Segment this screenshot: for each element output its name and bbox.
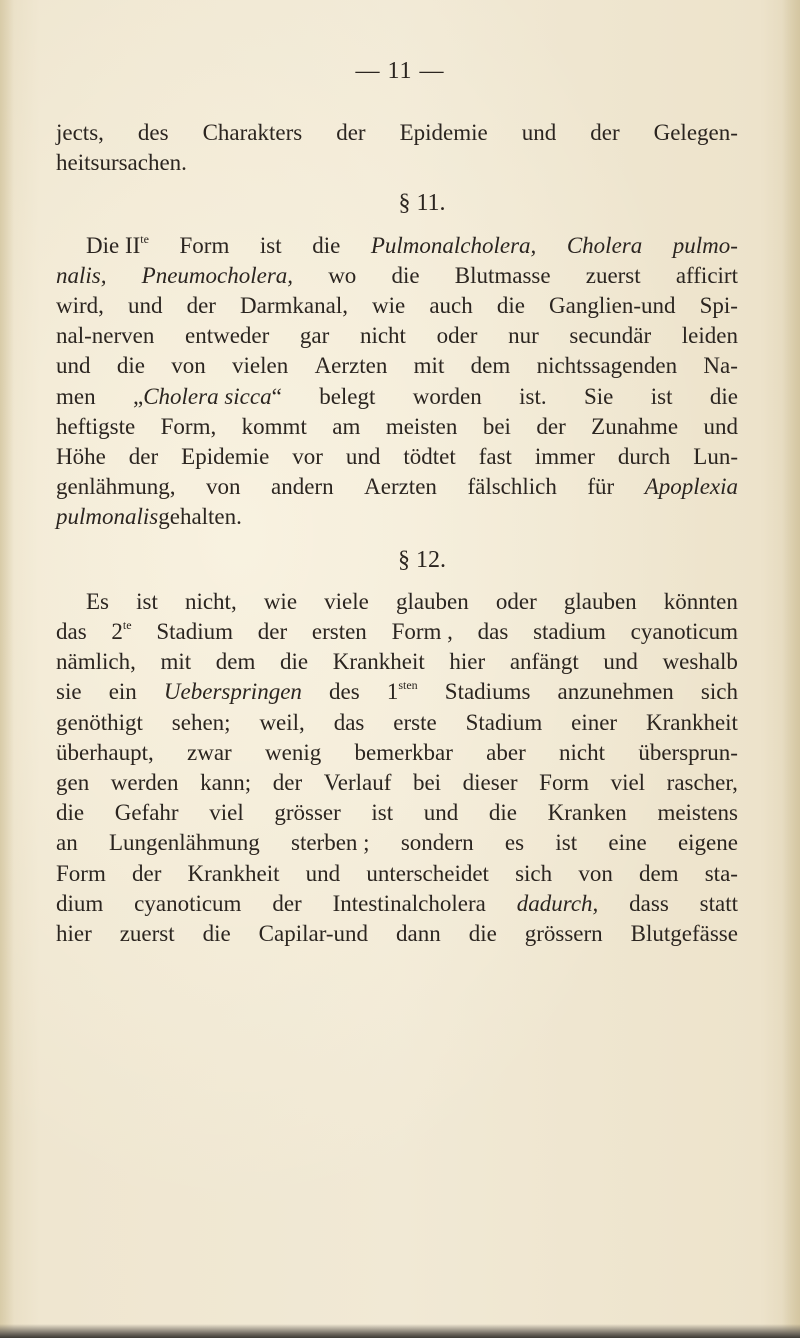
text-line: Die $II^{te}$ Form ist die Pulmonalcholera, Cholera pulmo- <box>56 231 738 261</box>
text-line: pulmonalis gehalten. <box>56 502 738 532</box>
page-bottom-shadow <box>0 1324 800 1338</box>
text-line: men „Cholera sicca“ belegt worden ist. Sie ist die <box>56 383 738 409</box>
latin-term: nalis, <box>56 262 107 288</box>
text-line: jects, des Charakters der Epidemie und der Gelegen- <box>56 120 738 145</box>
text-line: dium cyanoticum der Intestinalcholera dadurch, dass statt <box>56 889 738 919</box>
text-line: an Lungenlähmung sterben ; sondern es ist eine eigene <box>56 830 738 856</box>
text-line: gen werden kann; der Verlauf bei dieser Form viel rascher, <box>56 770 738 796</box>
body-text <box>56 118 738 949</box>
latin-term: Cholera sicca <box>143 383 272 409</box>
emphasized-term: dadurch, <box>516 890 599 916</box>
text-line: nalis, Pneumocholera, wo die Blutmasse zuerst afficirt <box>56 261 738 291</box>
section-heading-11: § 11. <box>398 190 446 217</box>
text-line: Es ist nicht, wie viele glauben oder glauben könnten <box>86 588 738 614</box>
text-line: sie ein Ueberspringen des $1^{sten}$ Stadiums anzunehmen sich <box>56 677 738 707</box>
text-line: genlähmung, von andern Aerzten fälschlich für Apoplexia <box>56 472 738 502</box>
text-line: genöthigt sehen; weil, das erste Stadium einer Krankheit <box>56 709 738 735</box>
text-line: heitsursachen. <box>56 150 187 176</box>
text-line: Höhe der Epidemie vor und tödtet fast immer durch Lun- <box>56 444 738 470</box>
text-line: die Gefahr viel grösser ist und die Kranken meistens <box>56 800 738 826</box>
text-line: heftigste Form, kommt am meisten bei der Zunahme und <box>56 413 738 439</box>
latin-term: Pulmonalcholera, <box>370 232 537 258</box>
latin-term: pulmonalis <box>56 504 159 530</box>
page-right-edge <box>782 0 800 1338</box>
page-left-edge <box>0 0 14 1338</box>
section-heading-12: § 12. <box>398 546 446 573</box>
latin-term: Pneumocholera, <box>141 262 294 288</box>
latin-term: pulmo- <box>672 232 738 258</box>
text-line: und die von vielen Aerzten mit dem nichtssagenden Na- <box>56 353 738 379</box>
text-line: Form der Krankheit und unterscheidet sich von dem sta- <box>56 860 738 886</box>
text-line: wird, und der Darmkanal, wie auch die Ganglien-und Spi- <box>56 293 738 319</box>
text-line: hier zuerst die Capilar-und dann die grössern Blutgefässe <box>56 921 738 947</box>
text-line: nal-nerven entweder gar nicht oder nur secundär leiden <box>56 323 738 349</box>
latin-term: Cholera <box>566 232 643 258</box>
page-number: — 11 — <box>355 58 445 84</box>
text-line: überhaupt, zwar wenig bemerkbar aber nicht übersprun- <box>56 739 738 765</box>
text-line: das $2^{te}$ Stadium der ersten Form , das stadium cyanoticum <box>56 618 738 645</box>
latin-term: Ueberspringen <box>163 679 302 705</box>
text-line: nämlich, mit dem die Krankheit hier anfängt und weshalb <box>56 649 738 675</box>
latin-term: Apoplexia <box>644 474 738 500</box>
